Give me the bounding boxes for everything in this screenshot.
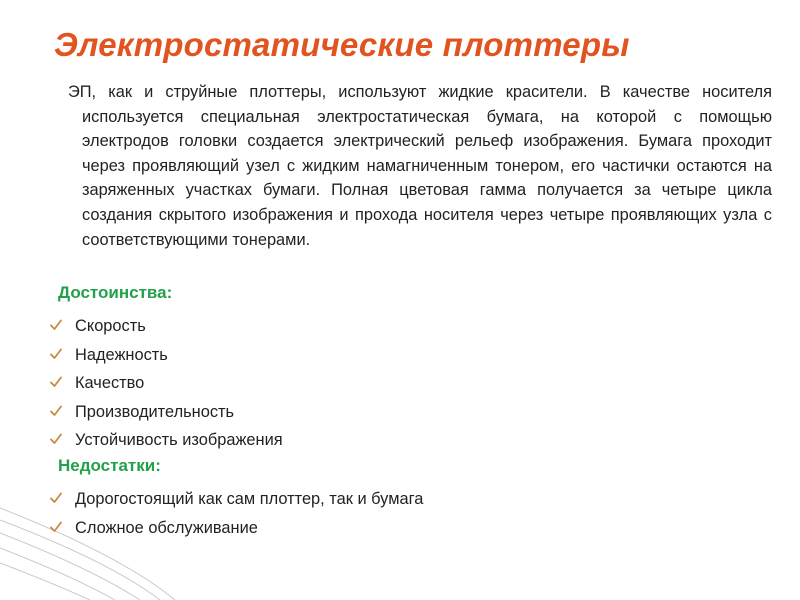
check-icon (50, 521, 62, 533)
list-item (50, 369, 283, 398)
list-item-label: Дорогостоящий как сам плоттер, так и бумага (75, 490, 424, 508)
list-item-label: Качество (75, 374, 145, 392)
disadvantages-heading: Недостатки: (58, 456, 161, 475)
disadvantages-list (50, 485, 423, 542)
description-paragraph: ЭП, как и струйные плоттеры, используют жидкие красители. В качестве носителя используется специальная электростатическая бумага, на которой с помощью электродов головки создается электрический рельеф изображения. Бумага проходит через проявляющий узел с жидким намагниченным тонером, его частички остаются на заряженных участках бумаги. Полная цветовая гамма получается за четыре цикла создания скрытого изображения и прохода носителя через четыре проявляющих узла с соответствующими тонерами. (68, 83, 772, 249)
check-icon (50, 376, 62, 388)
list-item-label: Производительность (75, 402, 235, 421)
check-icon (50, 319, 62, 331)
list-item-label: Сложное обслуживание (75, 518, 258, 537)
advantages-list (50, 312, 283, 455)
list-item (50, 514, 423, 543)
list-item (50, 398, 283, 427)
list-item-label: Устойчивость изображения (75, 431, 283, 449)
check-icon (50, 405, 62, 417)
check-icon (50, 433, 62, 445)
list-item (50, 341, 283, 370)
check-icon (50, 348, 62, 360)
slide-title: Электростатические плоттеры (54, 26, 630, 63)
list-item-label: Надежность (75, 345, 168, 364)
advantages-heading: Достоинства: (58, 283, 173, 302)
list-item (50, 312, 283, 341)
list-item (50, 426, 283, 455)
list-item (50, 485, 423, 514)
check-icon (50, 492, 62, 504)
list-item-label: Скорость (75, 317, 146, 335)
